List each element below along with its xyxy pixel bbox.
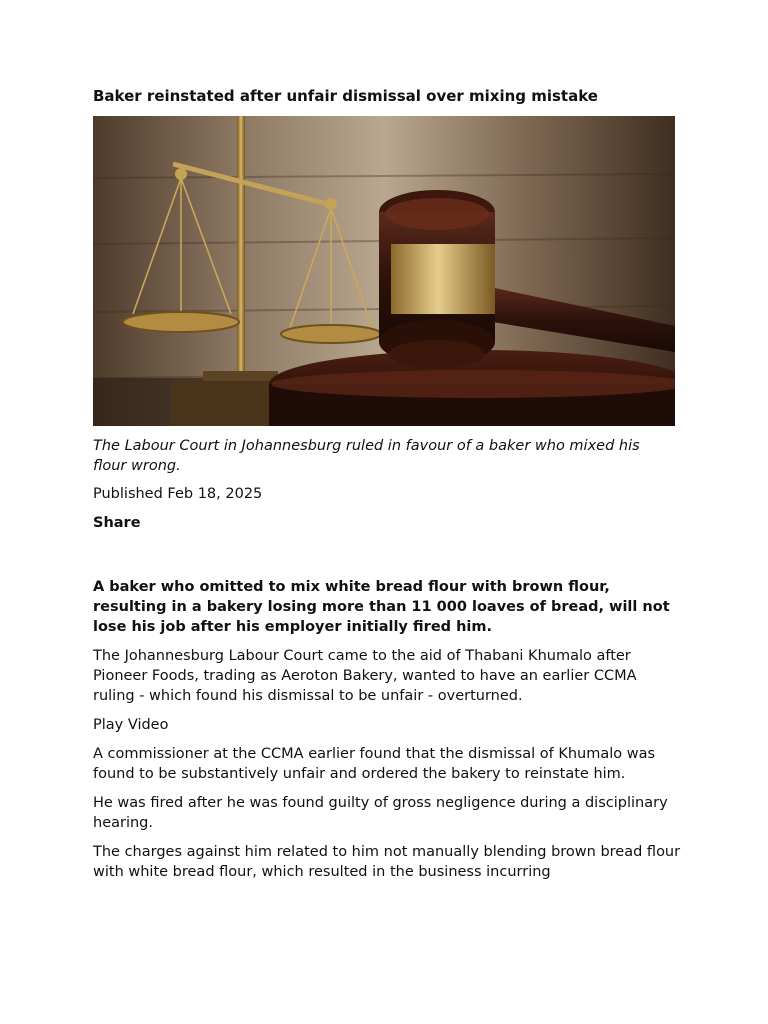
- article-paragraph: The charges against him related to him not manually blending brown bread flour with white bread flour, which resulted in the business incurring: [93, 844, 681, 880]
- play-video-link[interactable]: Play Video: [93, 717, 169, 733]
- published-date: Published Feb 18, 2025: [93, 486, 263, 502]
- gavel-and-scales-image: [93, 116, 675, 426]
- article-hero-image: [93, 116, 675, 426]
- article: [93, 86, 683, 882]
- image-caption: The Labour Court in Johannesburg ruled in favour of a baker who mixed his flour wrong.: [93, 438, 640, 474]
- article-paragraph: The Johannesburg Labour Court came to the aid of Thabani Khumalo after Pioneer Foods, trading as Aeroton Bakery, wanted to have an earlier CCMA ruling - which found his dismissal to be unfair - overturned.: [93, 648, 637, 704]
- share-button[interactable]: Share: [93, 515, 141, 531]
- article-lead: A baker who omitted to mix white bread flour with brown flour, resulting in a bakery losing more than 11 000 loaves of bread, will not lose his job after his employer initially fired him.: [93, 579, 670, 635]
- article-headline: Baker reinstated after unfair dismissal over mixing mistake: [93, 87, 598, 105]
- article-paragraph: He was fired after he was found guilty of gross negligence during a disciplinary hearing.: [93, 795, 668, 831]
- article-paragraph: A commissioner at the CCMA earlier found that the dismissal of Khumalo was found to be substantively unfair and ordered the bakery to reinstate him.: [93, 746, 656, 782]
